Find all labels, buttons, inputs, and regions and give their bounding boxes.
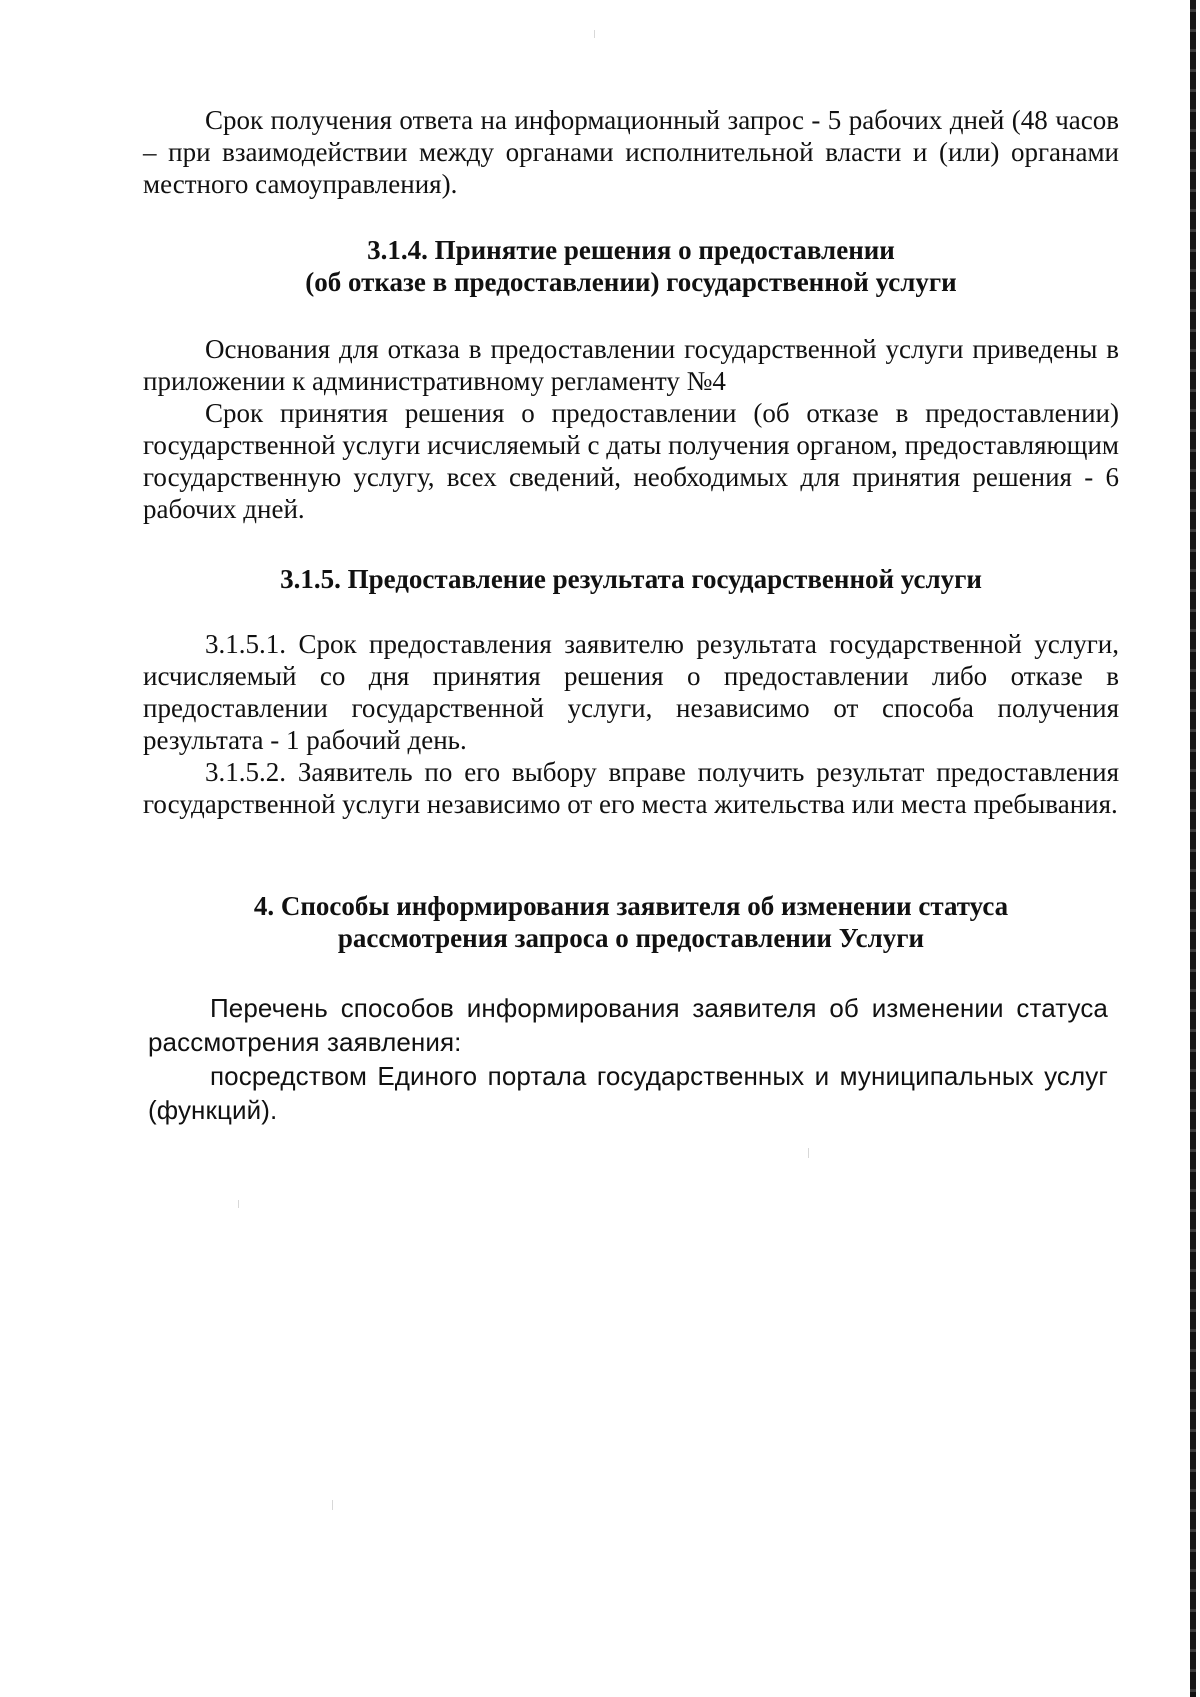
intro-paragraph: Срок получения ответа на информационный запрос - 5 рабочих дней (48 часов – при взаимодействии между органами исполнительной власти и (или) органами местного самоуправления). bbox=[143, 105, 1119, 199]
intro-block bbox=[143, 104, 1119, 200]
section-3-1-4-heading bbox=[143, 234, 1119, 298]
paragraph: 3.1.5.1. Срок предоставления заявителю результата государственной услуги, исчисляемый со дня принятия решения о предоставлении либо отказе в предоставлении государственной услуги, независимо от способа получения результата - 1 рабочий день. bbox=[143, 629, 1119, 755]
section-3-1-4-body bbox=[143, 333, 1119, 525]
paragraph: 3.1.5.2. Заявитель по его выбору вправе получить результат предоставления государственной услуги независимо от его места жительства или места пребывания. bbox=[143, 757, 1119, 819]
heading-line: 4. Способы информирования заявителя об изменении статуса bbox=[253, 891, 1009, 921]
heading-line: 3.1.4. Принятие решения о предоставлении bbox=[367, 235, 895, 265]
section-3-1-5-body bbox=[143, 628, 1119, 820]
section-heading bbox=[143, 890, 1119, 954]
scan-speck bbox=[238, 1200, 239, 1208]
section-4-heading bbox=[143, 890, 1119, 954]
paragraph: Срок принятия решения о предоставлении (об отказе в предоставлении) государственной услуги исчисляемый с даты получения органом, предоставляющим государственную услугу, всех сведений, необходимых для принятия решения - 6 рабочих дней. bbox=[143, 398, 1119, 524]
paragraph: Перечень способов информирования заявителя об изменении статуса рассмотрения заявления: bbox=[148, 993, 1108, 1057]
section-3-1-5-heading bbox=[143, 563, 1119, 595]
scan-edge-shadow bbox=[1190, 0, 1196, 1697]
heading-line: рассмотрения запроса о предоставлении Услуги bbox=[337, 923, 925, 953]
paragraph: Основания для отказа в предоставлении государственной услуги приведены в приложении к административному регламенту №4 bbox=[143, 334, 1119, 396]
section-heading: 3.1.5. Предоставление результата государственной услуги bbox=[280, 564, 982, 594]
scan-speck bbox=[594, 30, 595, 38]
scan-speck bbox=[332, 1500, 333, 1510]
paragraph: посредством Единого портала государственных и муниципальных услуг (функций). bbox=[148, 1061, 1108, 1125]
scan-speck bbox=[808, 1148, 809, 1158]
heading-line: (об отказе в предоставлении) государственной услуги bbox=[305, 267, 957, 297]
section-heading bbox=[143, 234, 1119, 298]
section-4-body bbox=[148, 991, 1108, 1127]
